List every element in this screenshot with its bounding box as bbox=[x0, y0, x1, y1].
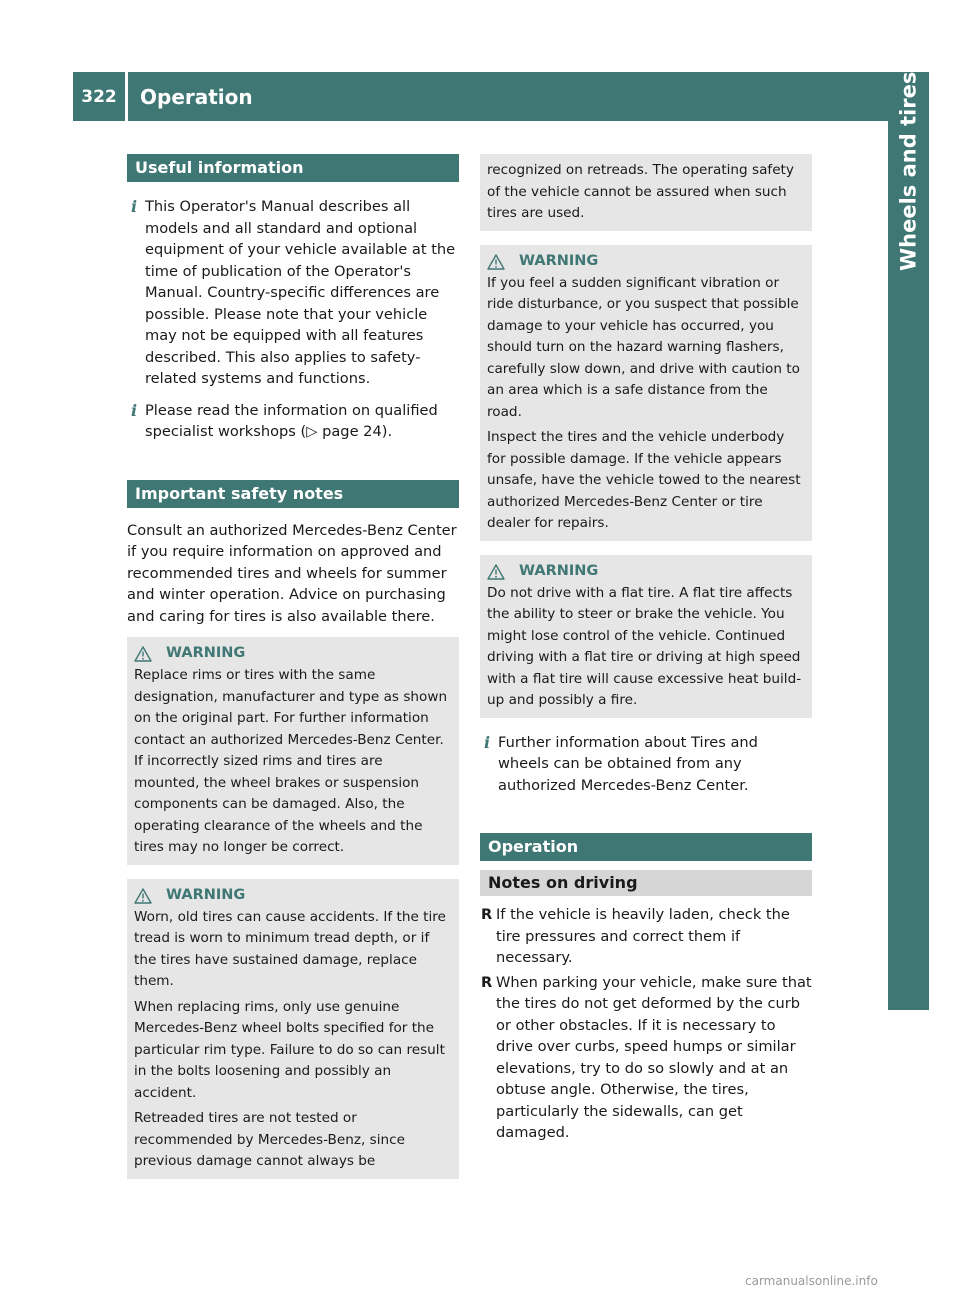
warning-header bbox=[487, 251, 805, 273]
warning-triangle-icon bbox=[134, 646, 152, 662]
warning-header bbox=[134, 643, 452, 665]
warning-label: WARNING bbox=[166, 886, 246, 903]
info-icon: i bbox=[130, 197, 138, 216]
useful-information-heading: Useful information bbox=[127, 154, 459, 182]
warning-text: Worn, old tires can cause accidents. If the tire tread is worn to minimum tread depth, or if the tires have sustained damage, replace them. bbox=[134, 908, 446, 989]
list-item-text: When parking your vehicle, make sure that the tires do not get deformed by the curb or other obstacles. If it is necessary to drive over curbs, speed humps or similar elevations, try to do so slowly and at an obtuse angle. Otherwise, the tires, particularly the sidewalls, can get damaged. bbox=[496, 973, 812, 1141]
bullet-marker: R bbox=[481, 906, 493, 923]
operation-heading: Operation bbox=[480, 833, 812, 861]
warning-box-continued bbox=[480, 154, 812, 231]
safety-paragraph: Consult an authorized Mercedes-Benz Center if you require information on approved and recommended tires and wheels for summer and winter operation. Advice on purchasing and caring for tires is also available there. bbox=[127, 521, 457, 625]
side-tab-label: Wheels and tires bbox=[896, 72, 921, 272]
warning-box bbox=[127, 879, 459, 1179]
warning-box bbox=[480, 245, 812, 541]
watermark: carmanualsonline.info bbox=[745, 1274, 878, 1288]
warning-triangle-icon bbox=[134, 888, 152, 904]
page-title: Operation bbox=[140, 84, 253, 109]
section-side-tab bbox=[888, 72, 929, 1010]
warning-label: WARNING bbox=[519, 252, 599, 269]
info-text: Please read the information on qualified specialist workshops (▷ page 24). bbox=[145, 401, 438, 440]
list-item bbox=[480, 904, 812, 969]
info-icon: i bbox=[483, 732, 491, 752]
warning-header bbox=[487, 561, 805, 583]
list-item bbox=[480, 972, 812, 1144]
warning-text: If you feel a sudden significant vibration or ride disturbance, or you suspect that possible damage to your vehicle has occurred, you should turn on the hazard warning flashers, carefully slow down, and drive with caution to an area which is a safe distance from the road. bbox=[487, 274, 800, 420]
warning-label: WARNING bbox=[166, 645, 246, 662]
left-column bbox=[127, 154, 459, 1179]
info-note bbox=[480, 732, 812, 797]
warning-label: WARNING bbox=[519, 562, 599, 579]
right-column bbox=[480, 154, 812, 1144]
warning-text: Inspect the tires and the vehicle underbody for possible damage. If the vehicle appears unsafe, have the vehicle towed to the nearest authorized Mercedes-Benz Center or tire dealer for repairs. bbox=[487, 429, 801, 531]
page-header bbox=[73, 72, 888, 121]
warning-text: recognized on retreads. The operating safety of the vehicle cannot be assured when such tires are used. bbox=[487, 162, 794, 221]
side-tab-marker bbox=[888, 972, 929, 1010]
info-text: This Operator's Manual describes all models and all standard and optional equipment of your vehicle available at the time of publication of the Operator's Manual. Country-specific differences are possible. Please note that your vehicle may not be equipped with all features described. This also applies to safety-related systems and functions. bbox=[145, 198, 456, 387]
warning-box bbox=[127, 637, 459, 865]
info-icon: i bbox=[130, 400, 138, 420]
page-number: 322 bbox=[73, 72, 128, 121]
info-text: Further information about Tires and wheels can be obtained from any authorized Mercedes-Benz Center. bbox=[498, 733, 758, 794]
warning-text: When replacing rims, only use genuine Mercedes-Benz wheel bolts specified for the particular rim type. Failure to do so can result in the bolts loosening and possibly an accident. bbox=[134, 998, 445, 1101]
warning-header bbox=[134, 885, 452, 907]
warning-triangle-icon bbox=[487, 254, 505, 270]
info-note bbox=[127, 400, 459, 443]
info-note bbox=[127, 196, 459, 390]
warning-triangle-icon bbox=[487, 564, 505, 580]
list-item-text: If the vehicle is heavily laden, check the tire pressures and correct them if necessary. bbox=[496, 906, 790, 966]
important-safety-notes-heading: Important safety notes bbox=[127, 480, 459, 508]
notes-on-driving-heading: Notes on driving bbox=[480, 870, 812, 896]
warning-text: Retreaded tires are not tested or recommended by Mercedes-Benz, since previous damage cannot always be bbox=[134, 1110, 405, 1169]
warning-box bbox=[480, 555, 812, 718]
warning-text: Replace rims or tires with the same designation, manufacturer and type as shown on the original part. For further information contact an authorized Mercedes-Benz Center. If incorrectly sized rims and tires are mounted, the wheel brakes or suspension components can be damaged. Also, the operating clearance of the wheels and the tires may no longer be correct. bbox=[134, 667, 448, 855]
warning-text: Do not drive with a flat tire. A flat tire affects the ability to steer or brake the vehicle. You might lose control of the vehicle. Continued driving with a flat tire or driving at high speed with a flat tire will cause excessive heat build-up and possibly a fire. bbox=[487, 584, 802, 708]
bullet-marker: R bbox=[481, 973, 493, 991]
